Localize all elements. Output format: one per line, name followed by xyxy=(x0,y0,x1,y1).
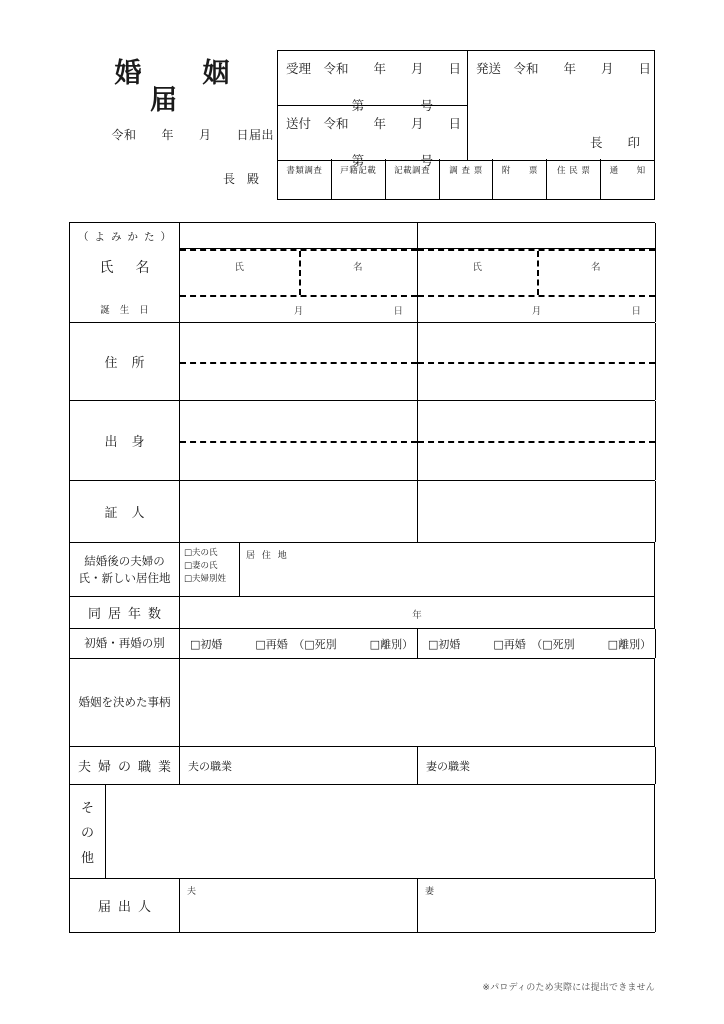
name-divider xyxy=(299,251,301,295)
wife-birth-month-mark: 月 xyxy=(531,306,542,317)
label-other-char3: 他 xyxy=(80,851,94,866)
husband-surname-hint: 氏 xyxy=(234,262,244,273)
row-cohabitation-years xyxy=(70,597,655,629)
wife-yomikata-field[interactable] xyxy=(418,223,655,249)
inspection-cell-kisai[interactable]: 記載調査 xyxy=(386,159,440,199)
husband-givenname-hint: 名 xyxy=(352,262,363,273)
soufu-number-suffix: 号 xyxy=(420,153,433,168)
row-address xyxy=(70,323,655,401)
name-divider xyxy=(537,251,539,295)
address-dashed-divider xyxy=(180,362,417,364)
juri-date-label: 受理 令和 年 月 日 xyxy=(286,61,462,76)
juri-number-suffix: 号 xyxy=(420,98,433,113)
husband-origin-cell[interactable] xyxy=(180,401,418,480)
wife-occupation-cell[interactable] xyxy=(418,747,656,784)
row-witness xyxy=(70,481,655,543)
label-after-marriage-line1: 結婚後の夫婦の xyxy=(84,553,165,568)
origin-dashed-divider xyxy=(418,441,655,443)
husband-occupation-label: 夫の職業 xyxy=(188,760,232,773)
label-yomikata: （よみかた） xyxy=(78,231,177,243)
row-name xyxy=(70,223,655,323)
row-marriage-reason xyxy=(70,659,655,747)
wife-submitter-mark: 妻 xyxy=(425,887,435,897)
husband-name-field[interactable] xyxy=(180,249,417,297)
inspection-cell-fuhyou[interactable]: 附 票 xyxy=(493,159,547,199)
husband-marital-status-cell[interactable] xyxy=(180,629,418,658)
label-residence: 居 住 地 xyxy=(246,551,289,561)
parody-footnote: ※パロディのため実際には提出できません xyxy=(482,983,655,993)
title-block xyxy=(69,48,291,200)
juri-number-label: 第 xyxy=(351,98,365,113)
witness-cell-2[interactable] xyxy=(418,481,656,542)
cohabitation-years-field[interactable] xyxy=(180,597,655,628)
husband-name-cell[interactable] xyxy=(180,223,418,322)
origin-dashed-divider xyxy=(180,441,417,443)
wife-marital-status-options[interactable]: □初婚 □再婚 （□死別 □離別） xyxy=(428,637,652,651)
checkbox-separate-surname[interactable]: □夫婦別姓 xyxy=(184,574,227,585)
wife-occupation-label: 妻の職業 xyxy=(426,760,470,773)
label-name-block xyxy=(70,223,180,322)
receipt-left-column xyxy=(278,51,468,168)
wife-origin-cell[interactable] xyxy=(418,401,656,480)
label-witness: 証人 xyxy=(70,481,180,542)
surname-choice-group[interactable] xyxy=(180,543,240,596)
cohabitation-years-unit: 年 xyxy=(412,610,422,621)
label-after-marriage xyxy=(70,543,180,596)
checkbox-wife-surname[interactable]: □妻の氏 xyxy=(184,561,218,572)
husband-yomikata-field[interactable] xyxy=(180,223,417,249)
row-after-marriage xyxy=(70,543,655,597)
other-field[interactable] xyxy=(106,785,655,878)
wife-surname-hint: 氏 xyxy=(472,262,482,273)
husband-birthdate-field[interactable] xyxy=(180,298,417,322)
page-title: 婚 姻 届 xyxy=(114,58,291,116)
label-tanjobi: 誕生日 xyxy=(100,305,159,316)
checkbox-husband-surname[interactable]: □夫の氏 xyxy=(184,548,218,558)
husband-birth-month-mark: 月 xyxy=(293,306,304,317)
soufu-cell[interactable] xyxy=(278,106,467,168)
label-marriage-reason: 婚姻を決めた事柄 xyxy=(70,659,180,746)
husband-occupation-cell[interactable] xyxy=(180,747,418,784)
inspection-cell-tsuuchi[interactable]: 通 知 xyxy=(609,166,646,176)
mayor-address-line: 長 殿 xyxy=(222,172,259,186)
new-residence-cell[interactable] xyxy=(240,543,655,596)
wife-birth-day-mark: 日 xyxy=(631,306,641,317)
label-shimei: 氏名 xyxy=(99,260,172,276)
marriage-reason-field[interactable] xyxy=(180,659,655,746)
hassou-date-label: 発送 令和 年 月 日 xyxy=(476,61,652,76)
row-marital-status xyxy=(70,629,655,659)
wife-address-cell[interactable] xyxy=(418,323,656,400)
label-occupation: 夫婦の職業 xyxy=(70,747,180,784)
label-submitter: 届出人 xyxy=(70,879,180,932)
main-form-table xyxy=(69,222,655,933)
row-occupation xyxy=(70,747,655,785)
label-origin: 出身 xyxy=(70,401,180,480)
wife-givenname-hint: 名 xyxy=(590,262,601,273)
inspection-strip xyxy=(278,159,654,199)
husband-address-cell[interactable] xyxy=(180,323,418,400)
label-after-marriage-line2: 氏・新しい居住地 xyxy=(78,570,171,585)
witness-cell-1[interactable] xyxy=(180,481,418,542)
row-origin xyxy=(70,401,655,481)
soufu-number-label: 第 xyxy=(351,153,365,168)
receipt-upper xyxy=(278,51,654,168)
inspection-cell-shorui[interactable]: 書類調査 xyxy=(278,159,332,199)
wife-name-field[interactable] xyxy=(418,249,655,297)
inspection-cell-koseki[interactable]: 戸籍記載 xyxy=(332,159,386,199)
inspection-cell-chousahyou[interactable]: 調 査 票 xyxy=(440,159,494,199)
hassou-cell[interactable] xyxy=(468,51,654,160)
cho-in-seal-label: 長 印 xyxy=(589,135,640,150)
inspection-cell-juuminhyou[interactable]: 住 民 票 xyxy=(547,159,601,199)
husband-submitter-mark: 夫 xyxy=(187,887,197,897)
wife-submitter-cell[interactable] xyxy=(418,879,656,932)
row-submitter xyxy=(70,879,655,933)
husband-marital-status-options[interactable]: □初婚 □再婚 （□死別 □離別） xyxy=(190,637,414,651)
husband-submitter-cell[interactable] xyxy=(180,879,418,932)
label-other xyxy=(70,785,106,878)
row-other xyxy=(70,785,655,879)
form-header xyxy=(69,48,655,200)
filing-date-line: 令和 年 月 日届出 xyxy=(111,128,274,142)
label-address: 住所 xyxy=(70,323,180,400)
label-marital-status: 初婚・再婚の別 xyxy=(70,629,180,658)
label-other-char2: の xyxy=(80,826,94,841)
husband-birth-day-mark: 日 xyxy=(393,306,403,317)
wife-birthdate-field[interactable] xyxy=(418,298,655,322)
label-other-char1: そ xyxy=(80,801,94,816)
wife-marital-status-cell[interactable] xyxy=(418,629,656,658)
label-cohabitation-years: 同居年数 xyxy=(70,597,180,628)
address-dashed-divider xyxy=(418,362,655,364)
soufu-date-label: 送付 令和 年 月 日 xyxy=(286,116,462,131)
receipt-processing-box xyxy=(277,50,655,200)
juri-cell[interactable] xyxy=(278,51,467,113)
wife-name-cell[interactable] xyxy=(418,223,656,322)
